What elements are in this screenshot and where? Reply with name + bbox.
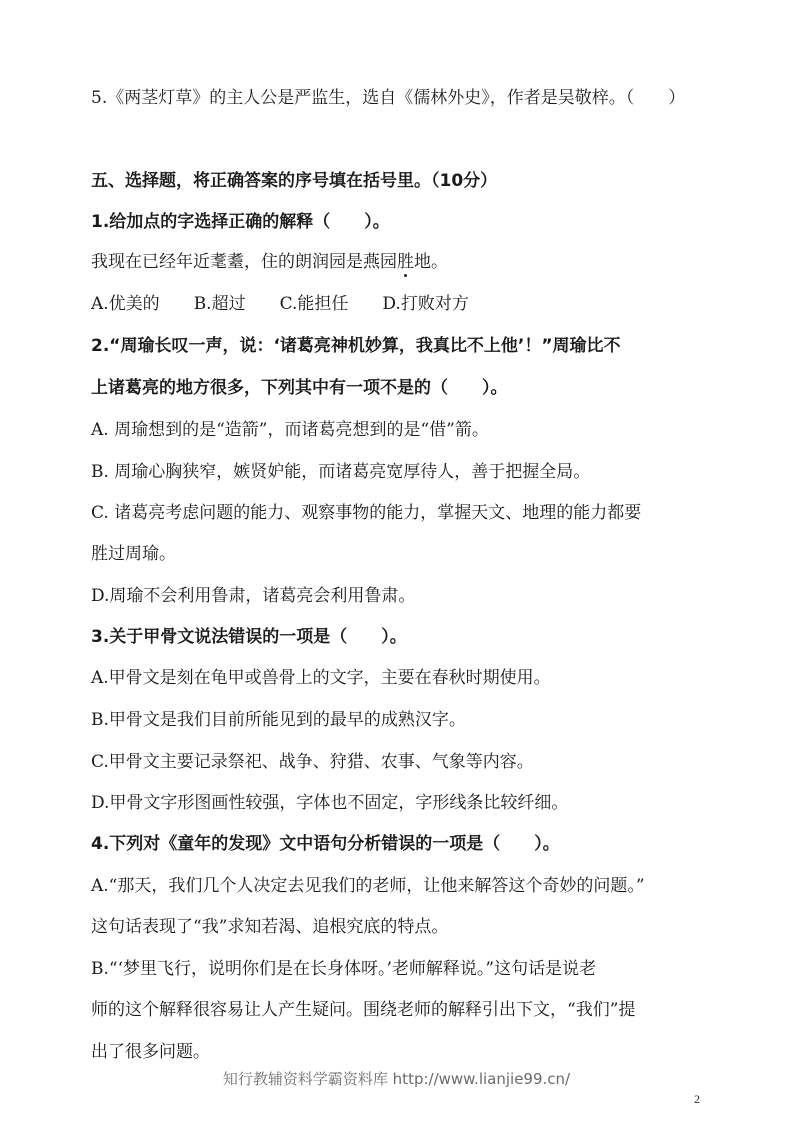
question-2-option-c-line1: C. 诸葛亮考虑问题的能力、观察事物的能力，掌握天文、地理的能力都要 <box>91 503 642 523</box>
option-b: B.超过 <box>193 294 246 314</box>
question-3-option-c: C.甲骨文主要记录祭祀、战争、狩猎、农事、气象等内容。 <box>91 752 534 772</box>
option-d: D.打败对方 <box>382 294 469 314</box>
question-1-options <box>91 292 503 316</box>
question-4-option-a-line2: 这句话表现了“我”求知若渴、追根究底的特点。 <box>91 917 449 937</box>
footer-watermark: 知行教辅资料学霸资料库 http://www.lianjie99.cn/ <box>222 1070 571 1088</box>
question-2-option-c-line2: 胜过周瑜。 <box>91 544 176 564</box>
question-2-option-b: B. 周瑜心胸狭窄，嫉贤妒能，而诸葛亮宽厚待人，善于把握全局。 <box>91 462 591 482</box>
sentence-before: 我现在已经年近耄耋，住的朗润园是燕园 <box>91 252 397 272</box>
question-1-stem: 1.给加点的字选择正确的解释（ ）。 <box>91 212 390 232</box>
question-3-option-b: B.甲骨文是我们目前所能见到的最早的成熟汉字。 <box>91 710 466 730</box>
question-2-option-d: D.周瑜不会利用鲁肃，诸葛亮会利用鲁肃。 <box>91 586 416 606</box>
page-number: 2 <box>694 1092 700 1106</box>
question-4-option-b-line3: 出了很多问题。 <box>91 1042 210 1062</box>
question-4-stem: 4.下列对《童年的发现》文中语句分析错误的一项是（ ）。 <box>91 834 560 854</box>
option-a: A.优美的 <box>91 294 160 314</box>
question-3-option-a: A.甲骨文是刻在龟甲或兽骨上的文字，主要在春秋时期使用。 <box>91 668 551 688</box>
question-4-option-b-line1: B.“‘梦里飞行，说明你们是在长身体呀。’老师解释说。”这句话是说老 <box>91 959 597 979</box>
question-2-stem-line2: 上诸葛亮的地方很多，下列其中有一项不是的（ ）。 <box>91 378 508 398</box>
dotted-character: 胜 <box>397 252 414 272</box>
question-3-stem: 3.关于甲骨文说法错误的一项是（ ）。 <box>91 627 407 647</box>
question-3-option-d: D.甲骨文字形图画性较强，字体也不固定，字形线条比较纤细。 <box>91 793 569 813</box>
question-4-option-b-line2: 师的这个解释很容易让人产生疑问。围绕老师的解释引出下文，“我们”提 <box>91 1000 636 1020</box>
question-1-sentence <box>91 250 448 274</box>
question-2-stem-line1: 2.“周瑜长叹一声，说：‘诸葛亮神机妙算，我真比不上他’！”周瑜比不 <box>91 336 621 356</box>
question-4-option-a-line1: A.“那天，我们几个人决定去见我们的老师，让他来解答这个奇妙的问题。” <box>91 876 645 896</box>
question-2-option-a: A. 周瑜想到的是“造箭”，而诸葛亮想到的是“借”箭。 <box>91 420 489 440</box>
sentence-after: 地。 <box>414 252 448 272</box>
true-false-question-5: 5.《两茎灯草》的主人公是严监生，选自《儒林外史》，作者是吴敬梓。（ ） <box>91 88 686 108</box>
option-c: C.能担任 <box>279 294 349 314</box>
section-title: 五、选择题，将正确答案的序号填在括号里。（10分） <box>91 171 498 191</box>
